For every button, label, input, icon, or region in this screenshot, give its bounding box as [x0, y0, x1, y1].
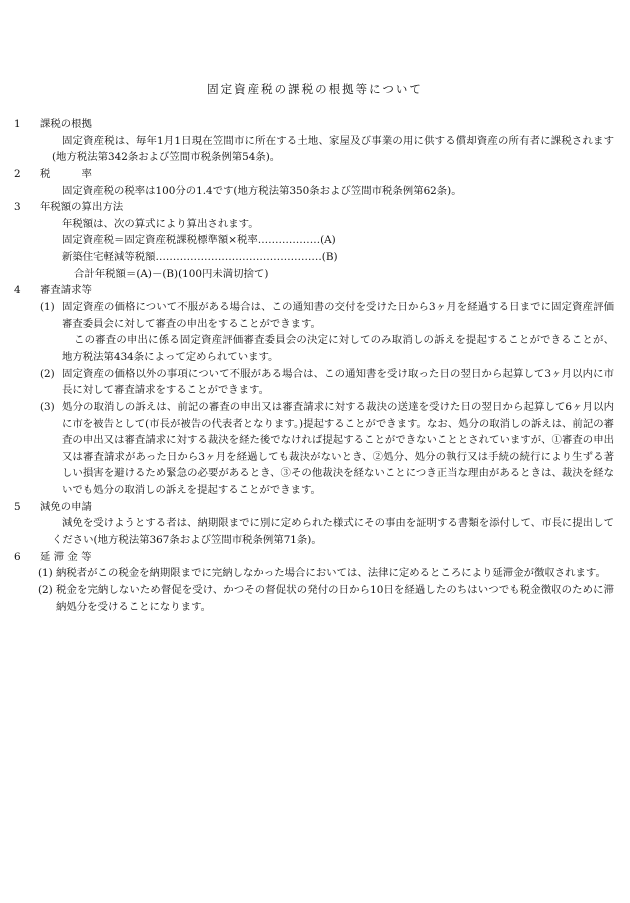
section-heading [14, 116, 614, 133]
section-title: 延 滞 金 等 [40, 550, 92, 563]
list-item [14, 565, 614, 582]
section-text: 固定資産税の税率は100分の1.4です(地方税法第350条および笠間市税条例第62条)。 [62, 184, 462, 197]
section-text: 減免を受けようとする者は、納期限までに別に定められた様式にその事由を証明する書類を添付して、市長に提出してください(地方税法第367条および笠間市税条例第71条)。 [52, 517, 614, 547]
section-heading [14, 499, 614, 516]
section-text: 固定資産税は、毎年1月1日現在笠間市に所在する土地、家屋及び事業の用に供する償却資産の所有者に課税されます(地方税法第342条および笠間市税条例第54条)。 [52, 134, 614, 164]
section-5 [14, 499, 614, 549]
item-marker: (2) [38, 583, 53, 596]
list-item [14, 399, 614, 499]
section-number: 4 [14, 284, 21, 297]
formula-line-b: 新築住宅軽減等税額…………………………………………(B) [62, 251, 338, 264]
formula-line-total: 合計年税額＝(A)－(B)(100円未満切捨て) [74, 267, 269, 280]
item-text: 税金を完納しないため督促を受け、かつその督促状の発付の日から10日を経過したのちはいつでも税金徴収のために滞納処分を受けることになります。 [56, 583, 614, 613]
formula-line-a: 固定資産税＝固定資産税課税標準額×税率………………(A) [62, 234, 336, 247]
document-title: 固定資産税の課税の根拠等について [207, 82, 423, 96]
section-title: 審査請求等 [40, 284, 92, 297]
item-marker: (3) [40, 400, 55, 413]
section-4 [14, 282, 614, 498]
section-number: 5 [14, 500, 21, 513]
list-item [14, 582, 614, 615]
section-heading [14, 549, 614, 566]
list-item [14, 299, 614, 332]
section-heading [14, 282, 614, 299]
section-1 [14, 116, 614, 166]
item-text: 固定資産の価格以外の事項について不服がある場合は、この通知書を受け取った日の翌日から起算して3ヶ月以内に市長に対して審査請求をすることができます。 [62, 367, 614, 397]
item-text: 納税者がこの税金を納期限までに完納しなかった場合においては、法律に定めるところにより延滞金が徴収されます。 [56, 567, 606, 580]
section-6 [14, 549, 614, 616]
section-number: 1 [14, 118, 21, 130]
section-number: 6 [14, 550, 21, 563]
section-title: 税 率 [40, 167, 92, 180]
section-title: 課税の根拠 [40, 118, 92, 130]
item-marker: (1) [40, 301, 55, 314]
section-title: 減免の申請 [40, 500, 92, 513]
item-marker: (2) [40, 367, 55, 380]
item-text: 処分の取消しの訴えは、前記の審査の申出又は審査請求に対する裁決の送達を受けた日の翌日から起算して6ヶ月以内に市を被告として(市長が被告の代表者となります。)提起することができます。なお、処分の取消しの訴えは、前記の審査の申出又は審査請求に対する裁決を経た後でなければ提起することができないこととされていますが、①審査の申出又は審査請求があった日から3ヶ月を経過しても裁決がないとき、②処分、処分の執行又は手続の続行により生ずる著しい損害を避けるため緊急の必要があるとき、③その他裁決を経ないことにつき正当な理由があるときは、裁決を経ないでも処分の取消しの訴えを提起することができます。 [62, 400, 614, 497]
section-3 [14, 199, 614, 282]
item-continuation: この審査の申出に係る固定資産評価審査委員会の決定に対してのみ取消しの訴えを提起することができることが、地方税法第434条によって定められています。 [62, 334, 614, 363]
item-marker: (1) [38, 567, 53, 580]
item-text: 固定資産の価格について不服がある場合は、この通知書の交付を受けた日から3ヶ月を経過する日までに固定資産評価審査委員会に対して審査の申出をすることができます。 [62, 301, 614, 330]
section-heading [14, 166, 614, 183]
section-heading [14, 199, 614, 216]
section-number: 3 [14, 201, 21, 214]
section-number: 2 [14, 167, 21, 180]
document-body [14, 116, 614, 615]
section-text: 年税額は、次の算式により算出されます。 [62, 217, 259, 230]
list-item [14, 366, 614, 399]
section-2 [14, 166, 614, 199]
tax-formula [14, 232, 614, 282]
section-title: 年税額の算出方法 [40, 201, 124, 214]
